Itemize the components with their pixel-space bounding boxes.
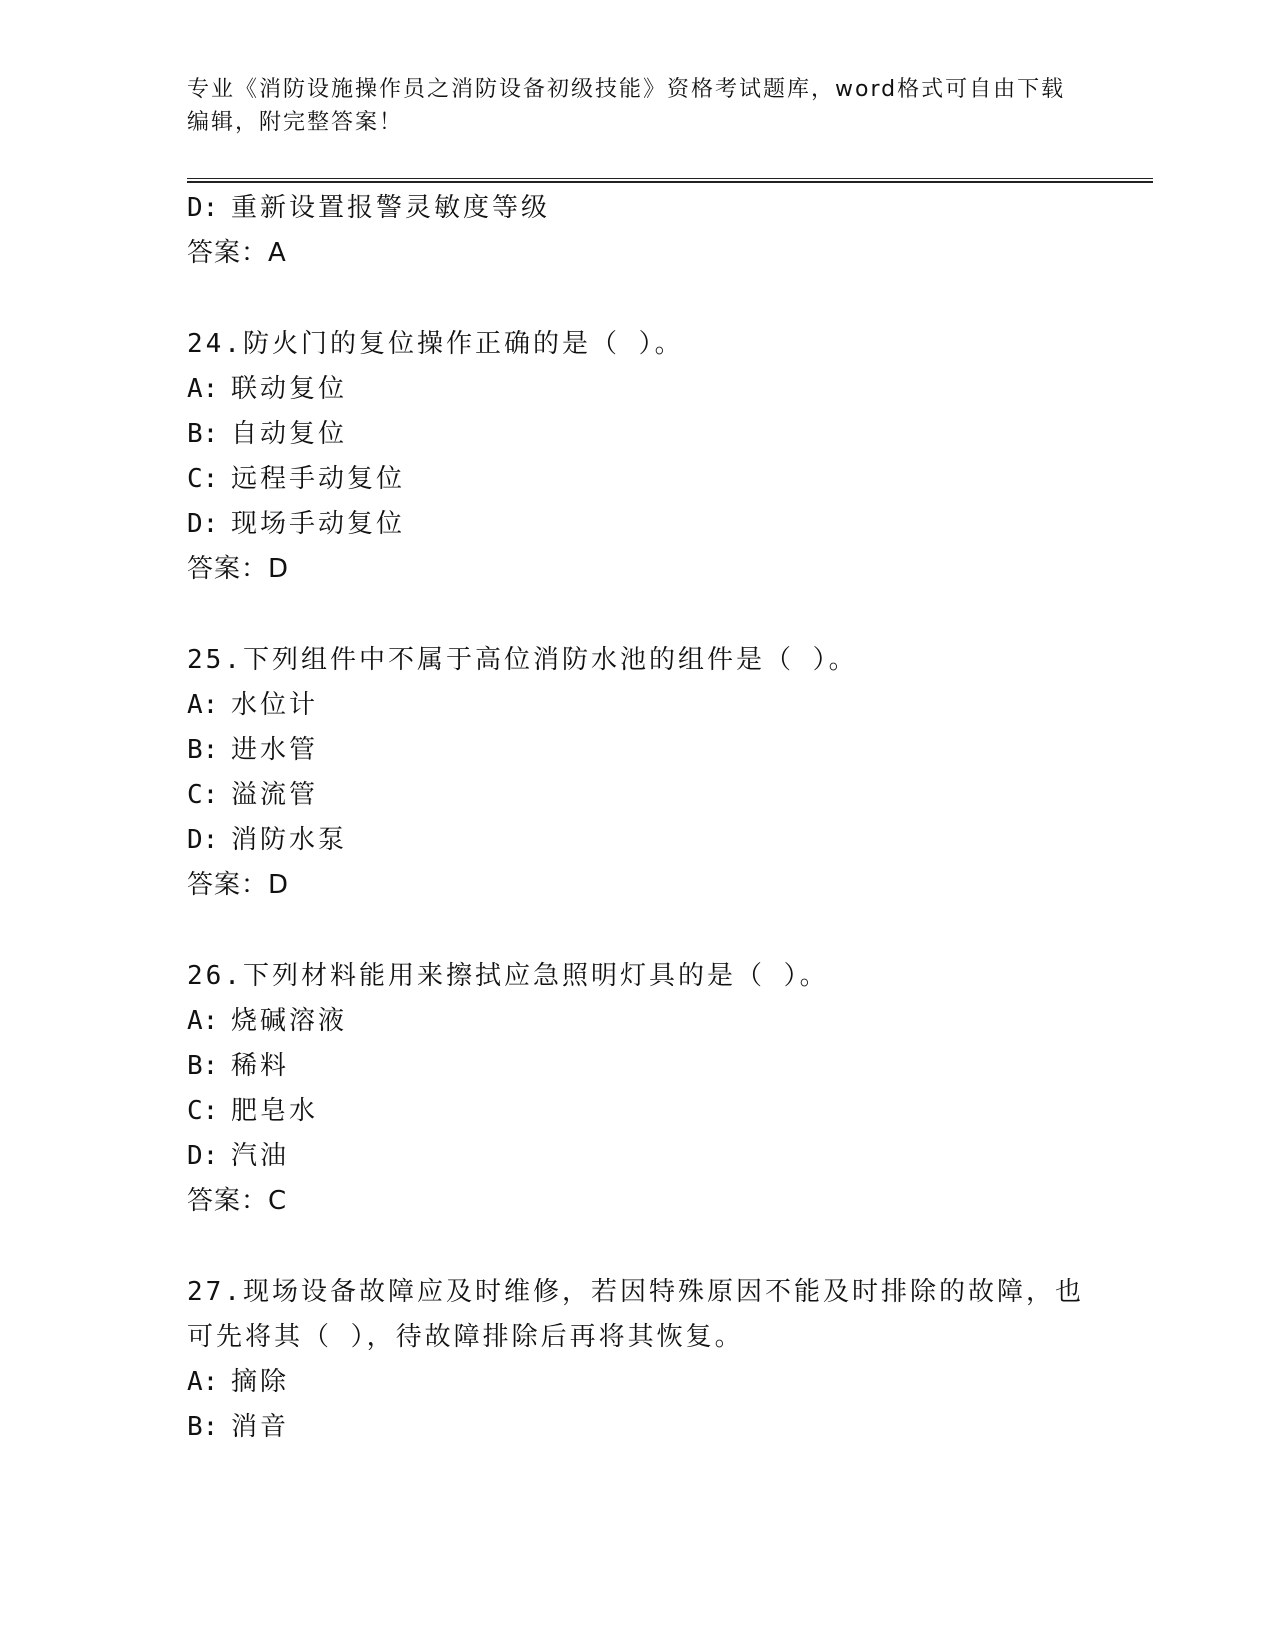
option-text: 摘除	[231, 1367, 290, 1397]
option-text: 消音	[231, 1412, 290, 1442]
option-label: A:	[187, 690, 219, 720]
option-line	[187, 818, 1107, 863]
option-line	[187, 186, 1107, 231]
question-text: 27.现场设备故障应及时维修，若因特殊原因不能及时排除的故障，也可先将其（ ），待故障排除后再将其恢复。	[187, 1277, 1084, 1352]
document-header: 专业《消防设施操作员之消防设备初级技能》资格考试题库，word格式可自由下载编辑，附完整答案！	[187, 77, 1066, 135]
option-label: D:	[187, 193, 219, 223]
option-text: 溢流管	[231, 780, 319, 810]
answer-line: 答案：D	[187, 870, 290, 900]
option-line	[187, 1089, 1107, 1134]
option-text: 重新设置报警灵敏度等级	[231, 193, 551, 223]
answer-line: 答案：D	[187, 554, 290, 584]
option-text: 联动复位	[231, 374, 348, 404]
option-label: B:	[187, 419, 219, 449]
question-list	[187, 186, 1107, 1450]
option-label: C:	[187, 1096, 219, 1126]
option-line	[187, 1044, 1107, 1089]
option-label: C:	[187, 464, 219, 494]
option-text: 水位计	[231, 690, 319, 720]
option-line	[187, 367, 1107, 412]
option-text: 消防水泵	[231, 825, 348, 855]
option-line	[187, 412, 1107, 457]
option-label: B:	[187, 1412, 219, 1442]
option-text: 汽油	[231, 1141, 290, 1171]
option-label: A:	[187, 374, 219, 404]
option-text: 远程手动复位	[231, 464, 406, 494]
option-label: D:	[187, 825, 219, 855]
option-label: C:	[187, 780, 219, 810]
option-line	[187, 1360, 1107, 1405]
option-label: A:	[187, 1006, 219, 1036]
option-label: D:	[187, 509, 219, 539]
option-line	[187, 457, 1107, 502]
option-line	[187, 683, 1107, 728]
question-text: 25.下列组件中不属于高位消防水池的组件是（ ）。	[187, 645, 858, 675]
option-text: 现场手动复位	[231, 509, 406, 539]
option-text: 稀料	[231, 1051, 290, 1081]
option-text: 肥皂水	[231, 1096, 319, 1126]
answer-line: 答案：A	[187, 238, 287, 268]
option-label: D:	[187, 1141, 219, 1171]
option-label: A:	[187, 1367, 219, 1397]
option-text: 烧碱溶液	[231, 1006, 348, 1036]
option-line	[187, 1405, 1107, 1450]
option-label: B:	[187, 1051, 219, 1081]
option-line	[187, 773, 1107, 818]
option-line	[187, 1134, 1107, 1179]
question-text: 26.下列材料能用来擦拭应急照明灯具的是（ ）。	[187, 961, 829, 991]
option-text: 进水管	[231, 735, 319, 765]
option-label: B:	[187, 735, 219, 765]
option-line	[187, 502, 1107, 547]
option-text: 自动复位	[231, 419, 348, 449]
header-divider	[187, 178, 1153, 183]
option-line	[187, 728, 1107, 773]
answer-line: 答案：C	[187, 1186, 288, 1216]
option-line	[187, 999, 1107, 1044]
question-text: 24.防火门的复位操作正确的是（ ）。	[187, 329, 684, 359]
